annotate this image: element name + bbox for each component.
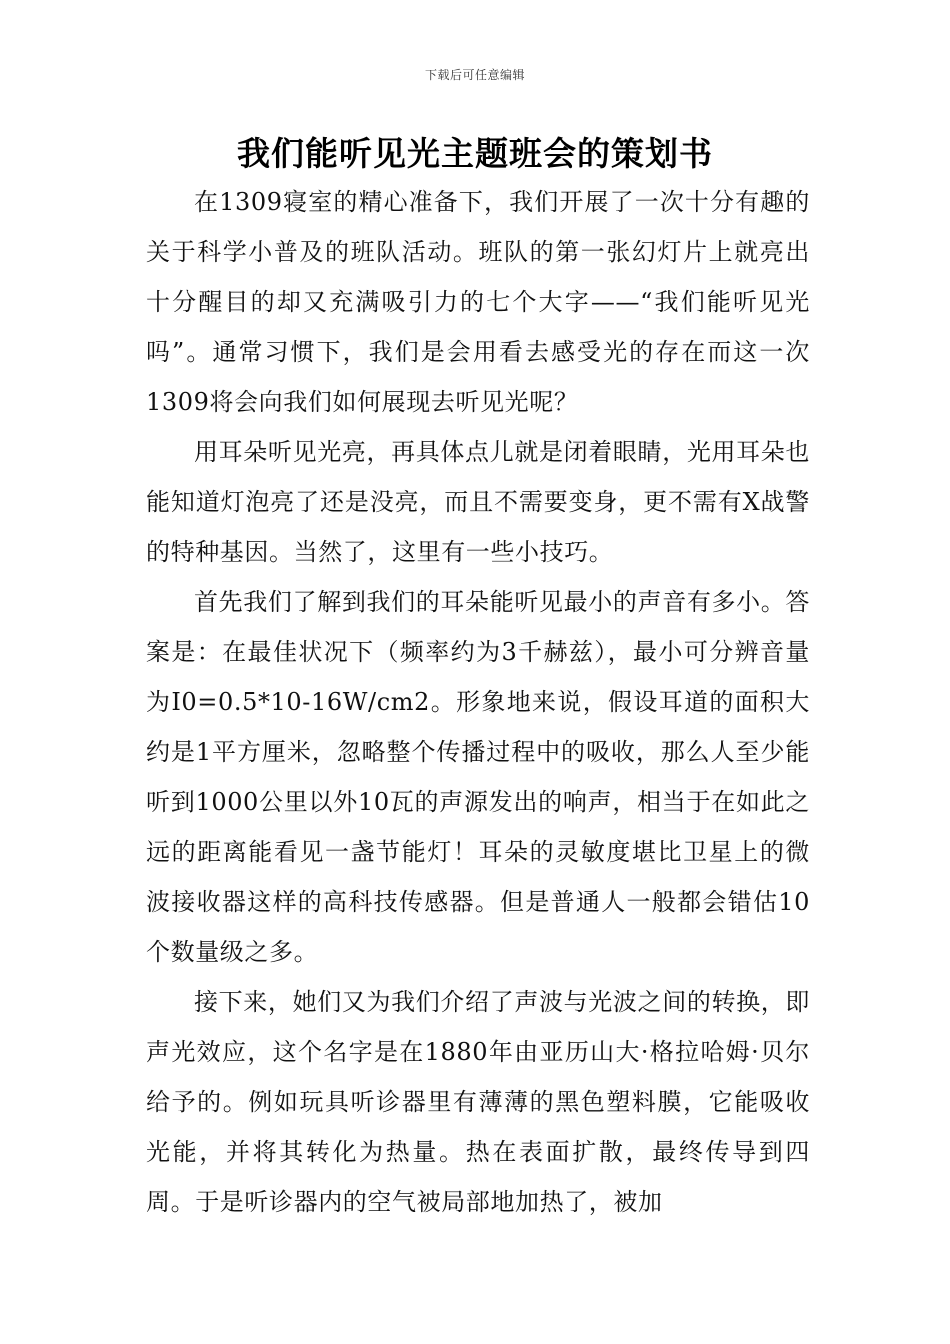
document-title: 我们能听见光主题班会的策划书 xyxy=(237,134,713,173)
paragraph-1: 在1309寝室的精心准备下，我们开展了一次十分有趣的关于科学小普及的班队活动。班队的第一张幻灯片上就亮出十分醒目的却又充满吸引力的七个大字——“我们能听见光吗”。通常习惯下，我们是会用看去感受光的存在而这一次1309将会向我们如何展现去听见光呢？ xyxy=(146,188,810,416)
paragraph-4: 接下来，她们又为我们介绍了声波与光波之间的转换，即声光效应，这个名字是在1880年由亚历山大·格拉哈姆·贝尔给予的。例如玩具听诊器里有薄薄的黑色塑料膜，它能吸收光能，并将其转化为热量。热在表面扩散，最终传导到四周。于是听诊器内的空气被局部地加热了，被加 xyxy=(146,988,810,1216)
document-body xyxy=(146,177,810,1227)
paragraph-3: 首先我们了解到我们的耳朵能听见最小的声音有多小。答案是：在最佳状况下（频率约为3千赫兹），最小可分辨音量为I0=0.5*10-16W/cm2。形象地来说，假设耳道的面积大约是1平方厘米，忽略整个传播过程中的吸收，那么人至少能听到1000公里以外10瓦的声源发出的响声，相当于在如此之远的距离能看见一盏节能灯！耳朵的灵敏度堪比卫星上的微波接收器这样的高科技传感器。但是普通人一般都会错估10个数量级之多。 xyxy=(146,588,810,966)
paragraph-2: 用耳朵听见光亮，再具体点儿就是闭着眼睛，光用耳朵也能知道灯泡亮了还是没亮，而且不需要变身，更不需有X战警的特种基因。当然了，这里有一些小技巧。 xyxy=(146,438,810,566)
header-note: 下载后可任意编辑 xyxy=(424,68,525,82)
